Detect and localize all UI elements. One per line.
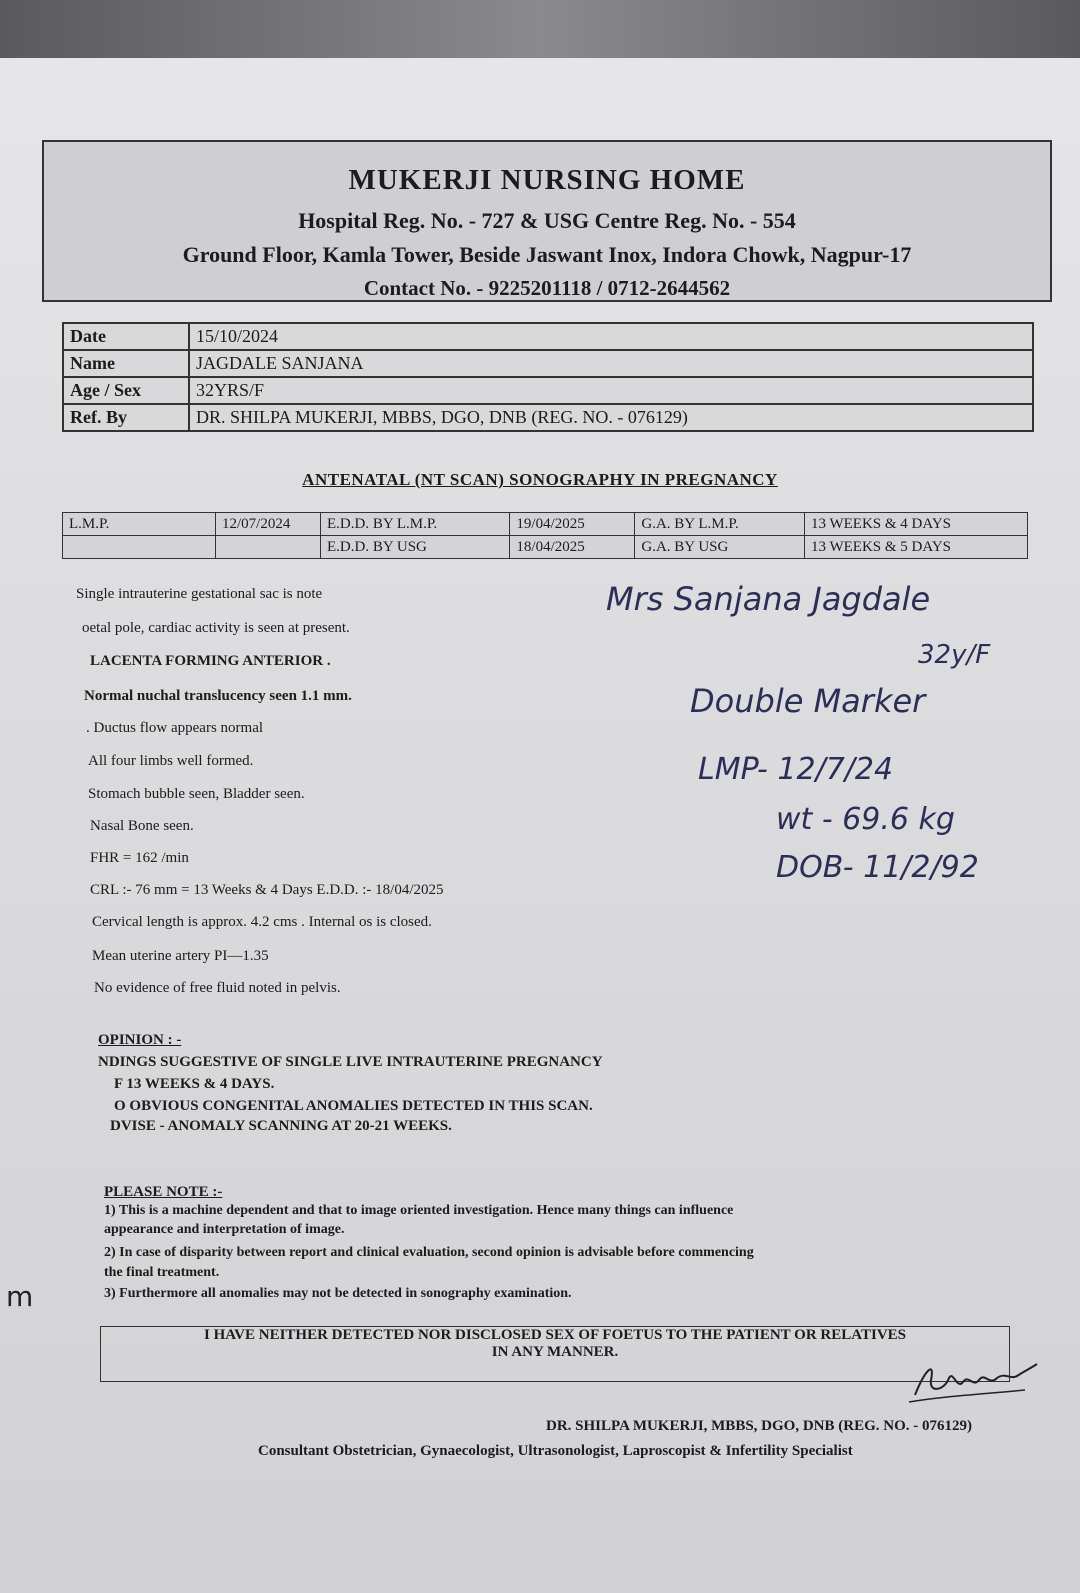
edd-usg-label: E.D.D. BY USG [321,536,510,559]
pregnancy-dates-table [62,512,1028,559]
background-surface [0,0,1080,58]
finding-line: . Ductus flow appears normal [86,720,264,736]
finding-line: LACENTA FORMING ANTERIOR . [90,653,331,669]
note-line: the final treatment. [104,1265,220,1280]
handwritten-test: Double Marker [690,682,926,720]
note-line: appearance and interpretation of image. [104,1222,345,1237]
finding-line: FHR = 162 /min [90,850,189,866]
finding-line: No evidence of free fluid noted in pelvis. [94,980,341,996]
edd-lmp-label: E.D.D. BY L.M.P. [321,513,510,536]
contact-line: Contact No. - 9225201118 / 0712-2644562 [363,276,731,300]
declaration-box [100,1326,1010,1382]
address-line: Ground Floor, Kamla Tower, Beside Jaswant Inox, Indora Chowk, Nagpur-17 [182,242,912,267]
refby-label: Ref. By [63,404,189,431]
margin-mark: m [6,1280,34,1313]
lmp-value: 12/07/2024 [216,513,321,536]
doctor-signature [905,1350,1045,1410]
finding-line: Single intrauterine gestational sac is note [76,586,323,602]
edd-lmp-value: 19/04/2025 [510,513,635,536]
table-row [63,323,1033,350]
agesex-label: Age / Sex [63,377,189,404]
note-line: 3) Furthermore all anomalies may not be detected in sonography examination. [104,1286,572,1301]
finding-line: Cervical length is approx. 4.2 cms . Internal os is closed. [92,914,432,930]
date-label: Date [63,323,189,350]
handwritten-weight: wt - 69.6 kg [776,802,955,837]
ga-usg-label: G.A. BY USG [635,536,805,559]
opinion-line: O OBVIOUS CONGENITAL ANOMALIES DETECTED IN THIS SCAN. [114,1098,593,1114]
report-title: ANTENATAL (NT SCAN) SONOGRAPHY IN PREGNANCY [302,470,778,489]
table-row [63,513,1028,536]
date-value: 15/10/2024 [189,323,1033,350]
finding-line: Stomach bubble seen, Bladder seen. [88,786,305,802]
finding-line: Normal nuchal translucency seen 1.1 mm. [84,688,352,704]
lmp-label: L.M.P. [63,513,216,536]
letterhead [42,140,1052,302]
finding-line: CRL :- 76 mm = 13 Weeks & 4 Days E.D.D. :- 18/04/2025 [90,882,444,898]
hospital-name: MUKERJI NURSING HOME [348,164,746,196]
opinion-line: NDINGS SUGGESTIVE OF SINGLE LIVE INTRAUTERINE PREGNANCY [98,1054,603,1070]
table-row [63,350,1033,377]
handwritten-age-sex: 32y/F [918,640,991,670]
handwritten-lmp: LMP- 12/7/24 [698,752,894,787]
ga-lmp-label: G.A. BY L.M.P. [635,513,805,536]
table-row [63,536,1028,559]
doctor-name: DR. SHILPA MUKERJI, MBBS, DGO, DNB (REG. NO. - 076129) [546,1418,972,1434]
refby-value: DR. SHILPA MUKERJI, MBBS, DGO, DNB (REG. NO. - 076129) [189,404,1033,431]
opinion-heading: OPINION : - [98,1032,182,1048]
handwritten-dob: DOB- 11/2/92 [776,850,979,885]
name-value: JAGDALE SANJANA [189,350,1033,377]
opinion-line: F 13 WEEKS & 4 DAYS. [114,1076,275,1092]
note-line: 1) This is a machine dependent and that to image oriented investigation. Hence many things can influence [104,1203,734,1218]
finding-line: All four limbs well formed. [88,753,254,769]
opinion-line: DVISE - ANOMALY SCANNING AT 20-21 WEEKS. [110,1118,452,1134]
agesex-value: 32YRS/F [189,377,1033,404]
registration-line: Hospital Reg. No. - 727 & USG Centre Reg. No. - 554 [298,208,796,233]
name-label: Name [63,350,189,377]
handwritten-patient-name: Mrs Sanjana Jagdale [606,580,931,618]
patient-info-table [62,322,1034,432]
edd-usg-value: 18/04/2025 [510,536,635,559]
table-row [63,377,1033,404]
note-line: 2) In case of disparity between report and clinical evaluation, second opinion is advisable before commencing [104,1245,754,1260]
doctor-title: Consultant Obstetrician, Gynaecologist, Ultrasonologist, Laproscopist & Infertility Specialist [258,1443,853,1459]
note-heading: PLEASE NOTE :- [104,1184,223,1200]
declaration-line: I HAVE NEITHER DETECTED NOR DISCLOSED SEX OF FOETUS TO THE PATIENT OR RELATIVES [204,1327,906,1343]
ga-usg-value: 13 WEEKS & 5 DAYS [805,536,1028,559]
finding-line: Nasal Bone seen. [90,818,194,834]
ga-lmp-value: 13 WEEKS & 4 DAYS [805,513,1028,536]
finding-line: Mean uterine artery PI—1.35 [92,948,269,964]
table-row [63,404,1033,431]
finding-line: oetal pole, cardiac activity is seen at present. [82,620,350,636]
declaration-line: IN ANY MANNER. [491,1344,619,1360]
